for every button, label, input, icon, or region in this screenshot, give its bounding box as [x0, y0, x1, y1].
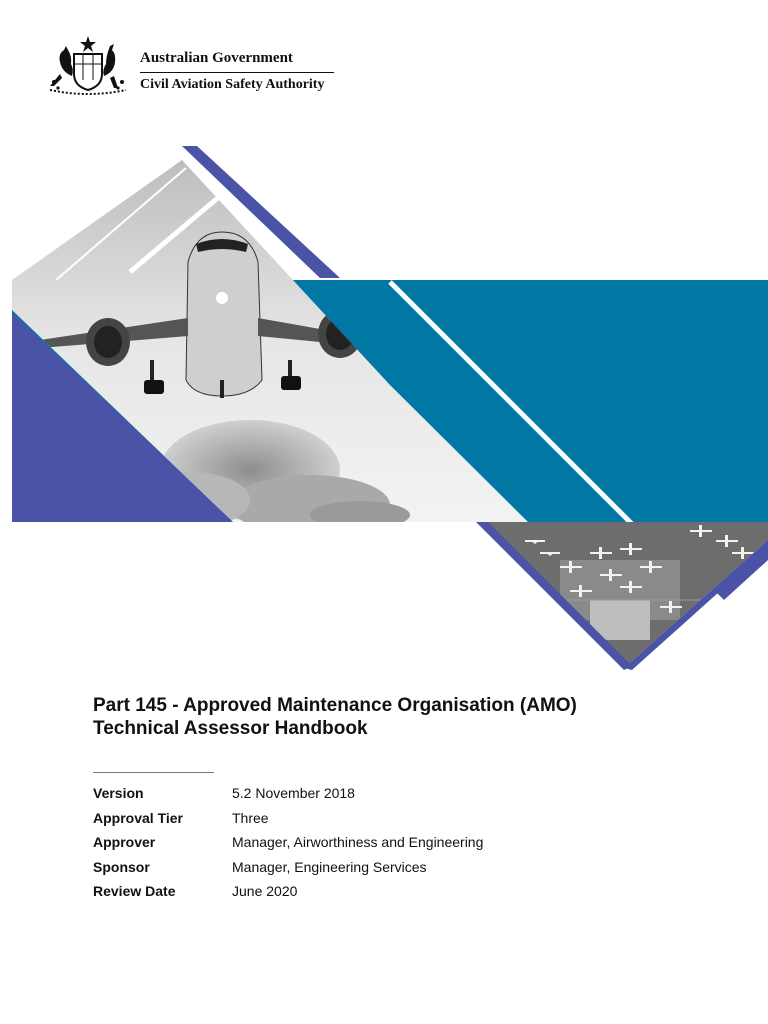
authority-name: Civil Aviation Safety Authority [140, 77, 325, 92]
metadata-label: Approver [93, 834, 156, 850]
metadata-value: Manager, Engineering Services [232, 858, 427, 875]
casa-logo [44, 34, 344, 98]
metadata-label: Version [93, 785, 144, 801]
metadata-value: Manager, Airworthiness and Engineering [232, 834, 484, 850]
metadata-label: Approval Tier [93, 809, 183, 826]
title-line-1: Part 145 - Approved Maintenance Organisation (AMO) [93, 695, 577, 716]
title-line-2: Technical Assessor Handbook [93, 718, 368, 739]
metadata-value: Three [232, 809, 269, 826]
logo-divider [140, 72, 334, 73]
cover-graphic [0, 130, 768, 690]
metadata-label: Review Date [93, 883, 176, 899]
metadata-value: June 2020 [232, 883, 298, 899]
title-divider [93, 772, 214, 773]
document-title [93, 694, 733, 740]
government-name: Australian Government [140, 50, 293, 66]
metadata-value: 5.2 November 2018 [232, 785, 355, 801]
commonwealth-coat-of-arms-icon [44, 34, 132, 96]
metadata-label: Sponsor [93, 858, 150, 875]
